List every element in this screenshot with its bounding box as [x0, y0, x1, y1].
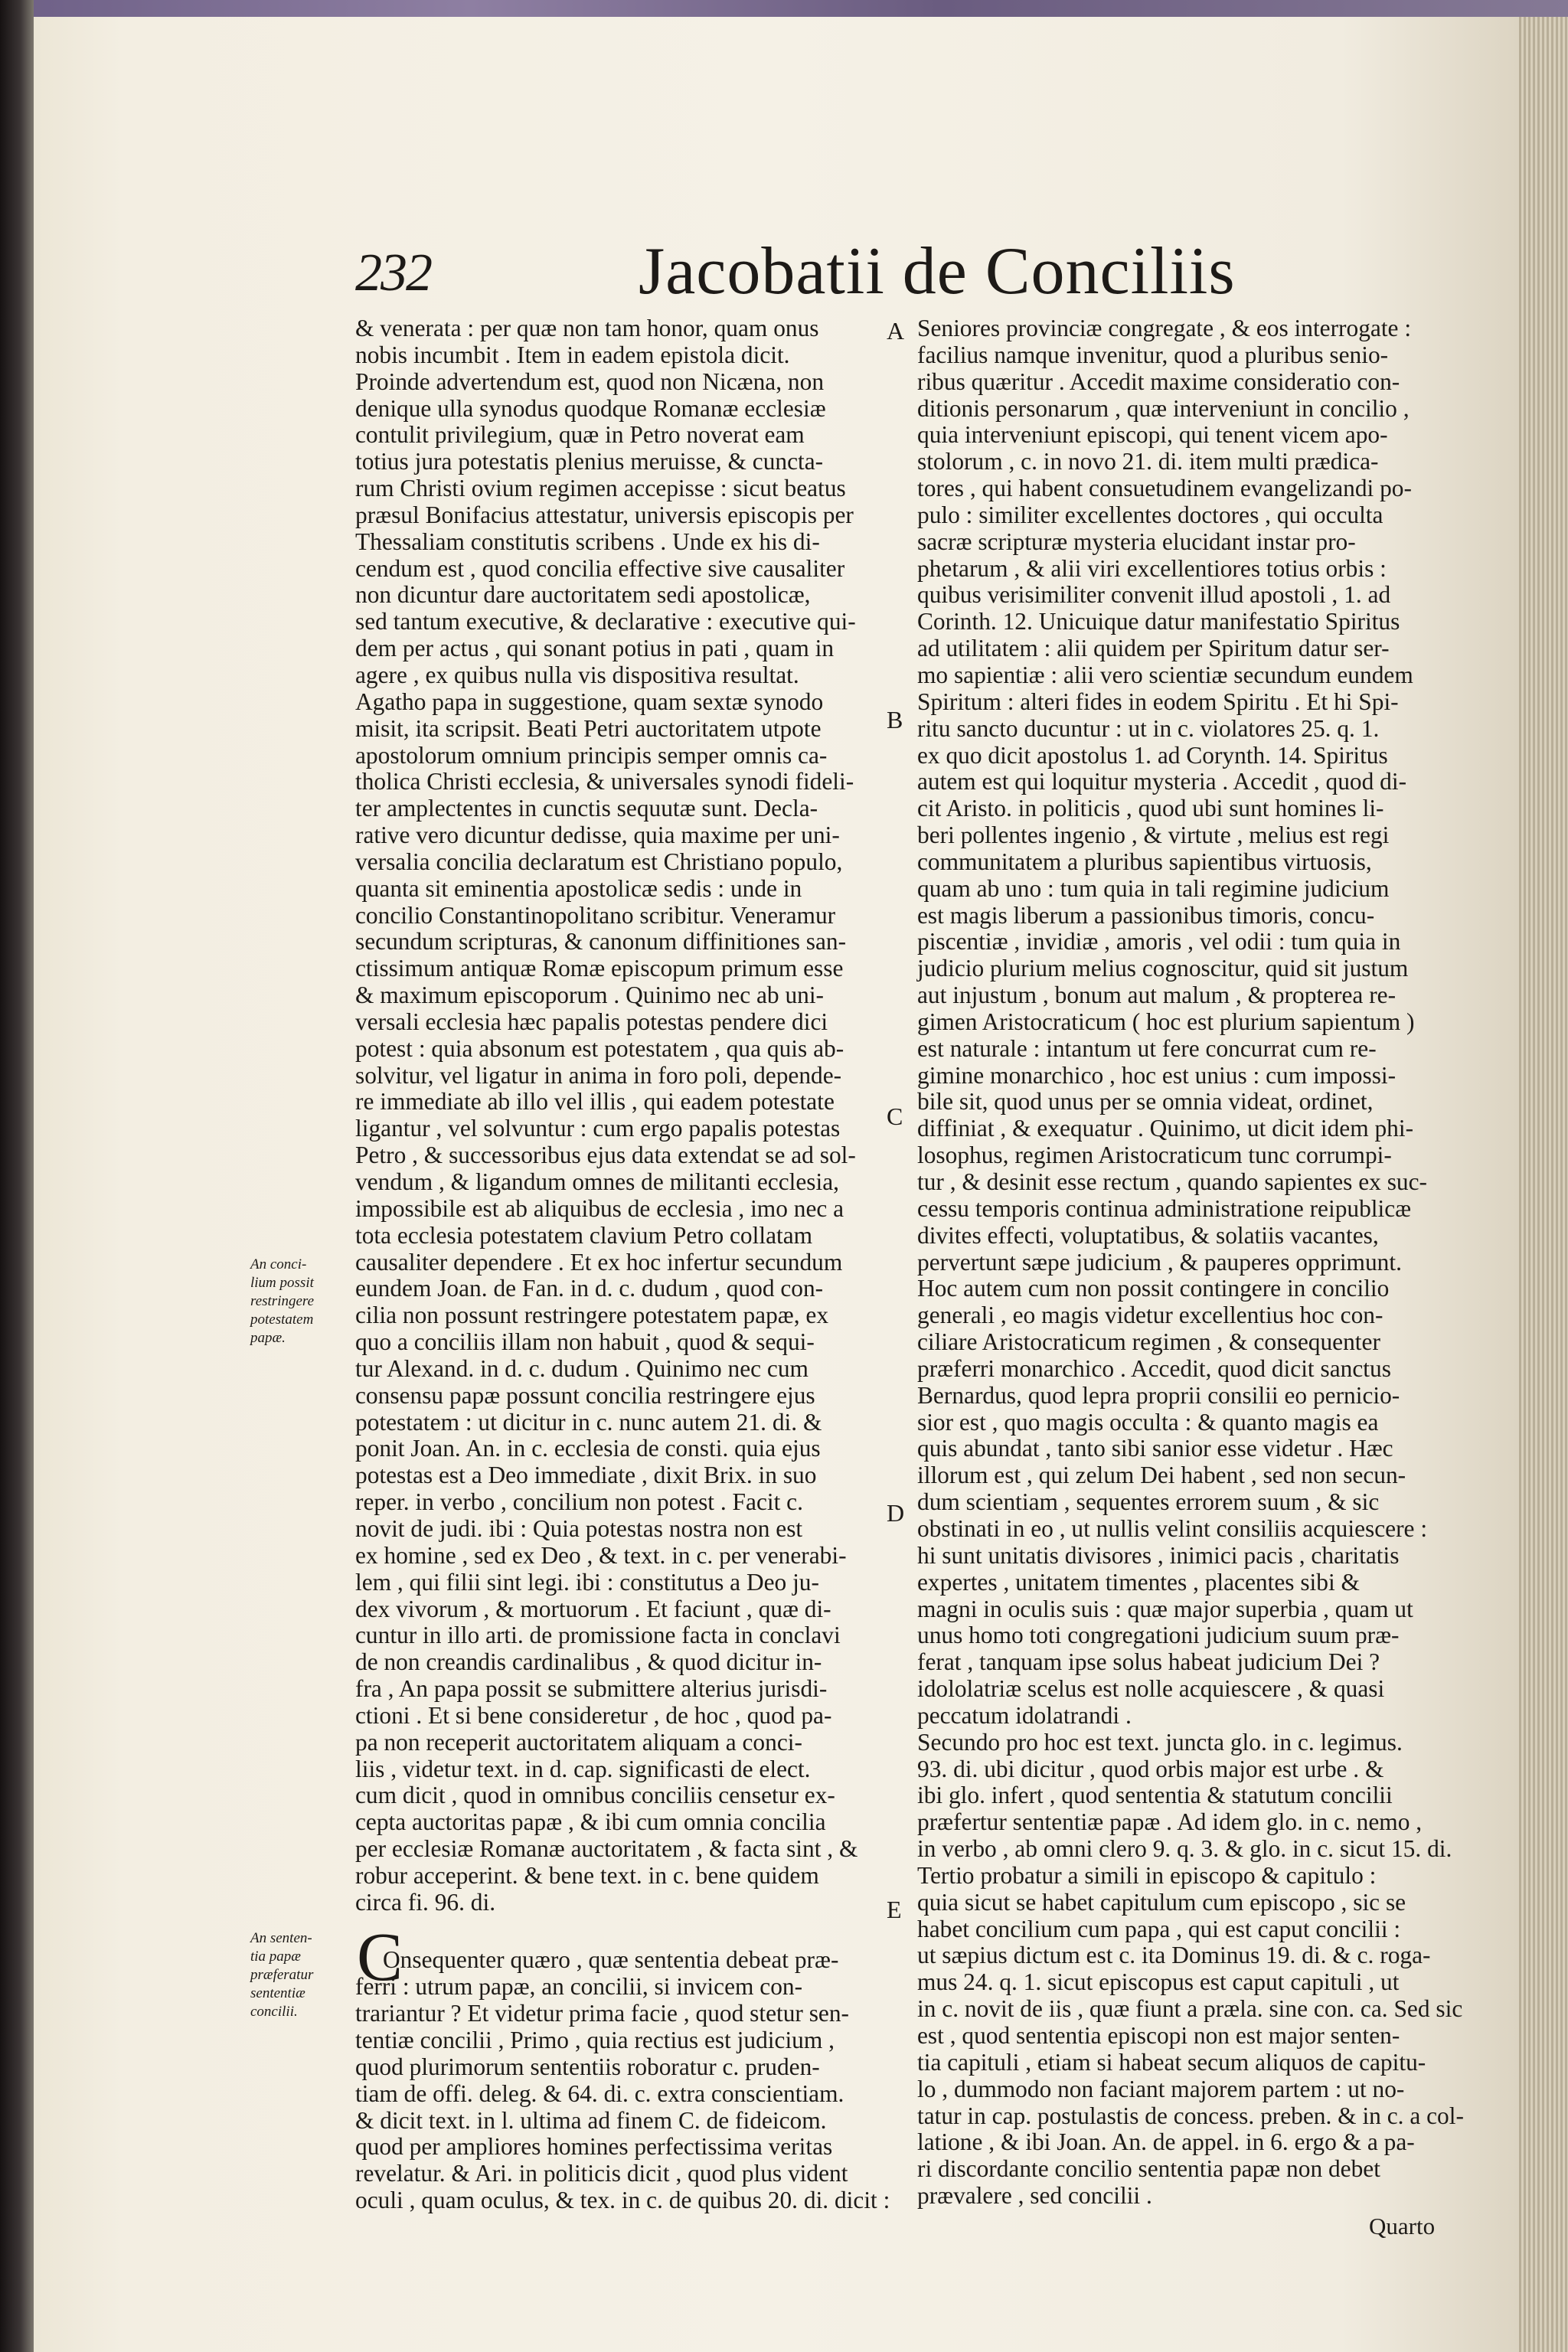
- text-line: præsul Bonifacius attestatur, universis episcopis per: [355, 501, 854, 528]
- text-line: mo sapientiæ : alii vero scientiæ secundum eundem: [917, 661, 1413, 688]
- text-line: expertes , unitatem timentes , placentes sibi &: [917, 1568, 1360, 1596]
- section-letter-e: E: [887, 1896, 902, 1923]
- text-line: ad utilitatem : alii quidem per Spiritum datur ser-: [917, 635, 1390, 662]
- text-line: quibus verisimiliter convenit illud apostoli , 1. ad: [917, 581, 1391, 609]
- text-line: Onsequenter quæro , quæ sententia debeat præ-: [383, 1946, 839, 1974]
- text-line: sed tantum executive, & declarative : executive qui-: [355, 608, 856, 635]
- text-line: rative vero dicuntur dedisse, quia maxime per uni-: [355, 822, 840, 849]
- text-line: dum scientiam , sequentes errorem suum , & sic: [917, 1488, 1380, 1516]
- text-line: re immediate ab illo vel illis , qui eadem potestate: [355, 1088, 835, 1116]
- text-line: cepta auctoritas papæ , & ibi cum omnia concilia: [355, 1808, 826, 1836]
- text-line: quod per ampliores homines perfectissima veritas: [355, 2133, 833, 2161]
- text-line: solvitur, vel ligatur in anima in foro poli, depende-: [355, 1061, 842, 1089]
- text-line: versalia concilia declaratum est Christiano populo,: [355, 848, 843, 875]
- text-line: Bernardus, quod lepra proprii consilii eo pernicio-: [917, 1381, 1400, 1409]
- text-line: ex quo dicit apostolus 1. ad Corynth. 14. Spiritus: [917, 741, 1388, 769]
- text-line: tores , qui habent consuetudinem evangelizandi po-: [917, 475, 1412, 502]
- text-line: aut injustum , bonum aut malum , & propterea re-: [917, 982, 1396, 1009]
- text-line: tentiæ concilii , Primo , quia rectius est judicium ,: [355, 2027, 835, 2053]
- text-line: in verbo , ab omni clero 9. q. 3. & glo. in c. sicut 15. di.: [917, 1835, 1452, 1863]
- text-line: [355, 1916, 905, 1943]
- left-text-column: [355, 315, 905, 2214]
- text-line: quia sicut se habet capitulum cum episcopo , sic se: [917, 1888, 1406, 1916]
- text-line: ex homine , sed ex Deo , & text. in c. per venerabi-: [355, 1541, 847, 1569]
- text-line: lo , dummodo non faciant majorem partem : ut no-: [917, 2075, 1405, 2102]
- text-line: tota ecclesia potestatem clavium Petro collatam: [355, 1221, 813, 1249]
- text-line: unus homo toti congregationi judicium suum præ-: [917, 1622, 1400, 1649]
- text-line: losophus, regimen Aristocraticum tunc corrumpi-: [917, 1142, 1392, 1169]
- text-line: ditionis personarum , quæ interveniunt in concilio ,: [917, 394, 1410, 422]
- text-line: causaliter dependere . Et ex hoc infertur secundum: [355, 1248, 843, 1276]
- text-line: quanta sit eminentia apostolicæ sedis : unde in: [355, 874, 802, 902]
- text-line: cessu temporis continua administratione reipublicæ: [917, 1194, 1412, 1222]
- text-line: ri discordante concilio sententia papæ non debet: [917, 2155, 1380, 2183]
- text-line: per ecclesiæ Romanæ auctoritatem , & facta sint , &: [355, 1835, 858, 1863]
- text-line: ferat , tanquam ipse solus habeat judicium Dei ?: [917, 1648, 1380, 1676]
- text-line: apostolorum omnium principis semper omnis ca-: [355, 741, 828, 769]
- text-line: autem est qui loquitur mysteria . Accedit , quod di-: [917, 768, 1407, 795]
- text-line: beri pollentes ingenio , & virtute , melius est regi: [917, 822, 1390, 849]
- book-spine: [0, 0, 34, 2352]
- text-line: concilio Constantinopolitano scribitur. Veneramur: [355, 901, 836, 929]
- text-line: Hoc autem cum non possit contingere in concilio: [917, 1275, 1390, 1302]
- text-line: cum dicit , quod in omnibus conciliis censetur ex-: [355, 1782, 835, 1809]
- text-line: Thessaliam constitutis scribens . Unde ex his di-: [355, 528, 820, 555]
- text-line: misit, ita scripsit. Beati Petri auctoritatem utpote: [355, 714, 822, 742]
- text-line: circa fi. 96. di.: [355, 1888, 496, 1916]
- section-letter-a: A: [887, 317, 905, 345]
- text-line: diffiniat , & exequatur . Quinimo, ut dicit idem phi-: [917, 1115, 1414, 1142]
- text-line: de non creandis cardinalibus , & quod dicitur in-: [355, 1648, 822, 1676]
- text-line: impossibile est ab aliquibus de ecclesia , imo nec a: [355, 1194, 844, 1222]
- text-line: potest : quia absonum est potestatem , qua quis ab-: [355, 1034, 844, 1062]
- text-line: obstinati in eo , ut nullis velint consiliis acquiescere :: [917, 1514, 1428, 1542]
- text-line: Spiritum : alteri fides in eodem Spiritu . Et hi Spi-: [917, 688, 1399, 715]
- text-line: consensu papæ possunt concilia restringere ejus: [355, 1381, 815, 1409]
- text-line: Seniores provinciæ congregate , & eos interrogate :: [917, 315, 1412, 341]
- text-line: cuntur in illo arti. de promissione facta in conclavi: [355, 1622, 841, 1649]
- text-line: tur Alexand. in d. c. dudum . Quinimo nec cum: [355, 1354, 808, 1382]
- text-line: oculi , quam oculus, & tex. in c. de quibus 20. di. dicit :: [355, 2187, 890, 2214]
- text-line: tatur in cap. postulastis de concess. preben. & in c. a col-: [917, 2102, 1464, 2129]
- catchword: Quarto: [1369, 2213, 1436, 2239]
- margin-note-restrict-power: [250, 1256, 354, 1348]
- text-line: gimine monarchico , hoc est unius : cum impossi-: [917, 1061, 1396, 1089]
- text-line: est magis liberum a passionibus timoris, concu-: [917, 901, 1375, 929]
- text-line: secundum scripturas, & canonum diffinitiones san-: [355, 928, 847, 956]
- text-line: quo a conciliis illam non habuit , quod & sequi-: [355, 1328, 815, 1356]
- text-line: reper. in verbo , concilium non potest . Facit c.: [355, 1488, 803, 1516]
- text-line: ribus quæritur . Accedit maxime consideratio con-: [917, 368, 1400, 395]
- text-line: tholica Christi ecclesia, & universales synodi fideli-: [355, 768, 854, 795]
- text-line: contulit privilegium, quæ in Petro noverat eam: [355, 421, 805, 449]
- text-line: præferri monarchico . Accedit, quod dicit sanctus: [917, 1354, 1391, 1382]
- text-line: latione , & ibi Joan. An. de appel. in 6. ergo & a pa-: [917, 2128, 1415, 2156]
- text-line: est naturale : intantum ut fere concurrat cum re-: [917, 1034, 1377, 1062]
- text-line: peccatum idolatrandi .: [917, 1701, 1132, 1729]
- text-line: sior est , quo magis occulta : & quanto magis ea: [917, 1408, 1379, 1436]
- text-line: 93. di. ubi dicitur , quod orbis major est urbe . &: [917, 1755, 1384, 1782]
- text-line: hi sunt unitatis divisores , inimici pacis , charitatis: [917, 1541, 1400, 1569]
- section-letter-b: B: [887, 706, 903, 733]
- text-line: gimen Aristocraticum ( hoc est plurium sapientum ): [917, 1008, 1415, 1035]
- text-line: & maximum episcoporum . Quinimo nec ab uni-: [355, 982, 825, 1009]
- margin-note-text: An conci- lium possit restringere potestatem papæ.: [250, 1256, 315, 1346]
- text-line: novit de judi. ibi : Quia potestas nostra non est: [355, 1514, 803, 1542]
- text-line: fra , An papa possit se submittere alterius jurisdi-: [355, 1675, 828, 1703]
- right-text-column: [917, 315, 1475, 2210]
- text-line: rum Christi ovium regimen accepisse : sicut beatus: [355, 475, 846, 502]
- text-line: facilius namque invenitur, quod a pluribus senio-: [917, 341, 1389, 368]
- text-line: pa non receperit auctoritatem aliquam a conci-: [355, 1728, 802, 1756]
- text-line: Petro , & successoribus ejus data extendat se ad sol-: [355, 1142, 856, 1169]
- text-line: lem , qui filii sint legi. ibi : constitutus a Deo ju-: [355, 1568, 819, 1596]
- text-line: nobis incumbit . Item in eadem epistola dicit.: [355, 341, 790, 368]
- running-title: Jacobatii de Conciliis: [639, 234, 1236, 309]
- page-header: [34, 17, 1519, 323]
- text-line: cilia non possunt restringere potestatem papæ, ex: [355, 1302, 829, 1329]
- text-line: quod plurimorum sententiis roboratur c. pruden-: [355, 2053, 820, 2080]
- text-line: ritu sancto ducuntur : ut in c. violatores 25. q. 1.: [917, 714, 1380, 742]
- text-line: agere , ex quibus nulla vis dispositiva resultat.: [355, 661, 799, 688]
- text-line: cendum est , quod concilia effective sive causaliter: [355, 554, 845, 582]
- text-line: Secundo pro hoc est text. juncta glo. in c. legimus.: [917, 1728, 1403, 1756]
- text-line: potestatem : ut dicitur in c. nunc autem 21. di. &: [355, 1408, 822, 1436]
- text-line: ctioni . Et si bene consideretur , de hoc , quod pa-: [355, 1701, 832, 1729]
- text-line: idololatriæ scelus est nolle acquiescere , & quasi: [917, 1675, 1385, 1703]
- text-line: ctissimum antiquæ Romæ episcopum primum esse: [355, 955, 844, 982]
- text-line: tur , & desinit esse rectum , quando sapientes ex suc-: [917, 1168, 1428, 1195]
- text-line: communitatem a pluribus sapientibus virtuosis,: [917, 848, 1372, 875]
- text-line: Corinth. 12. Unicuique datur manifestatio Spiritus: [917, 608, 1400, 635]
- page-fore-edge: [1519, 17, 1568, 2352]
- text-line: ter amplectentes in cunctis sequutæ sunt. Decla-: [355, 795, 818, 822]
- text-line: mus 24. q. 1. sicut episcopus est caput capituli , ut: [917, 1968, 1400, 1996]
- text-line: robur acceperint. & bene text. in c. bene quidem: [355, 1861, 819, 1889]
- text-line: magni in oculis suis : quæ major superbia , quam ut: [917, 1595, 1413, 1622]
- text-line: generali , eo magis videtur excellentius hoc con-: [917, 1302, 1383, 1329]
- text-line: versali ecclesia hæc papalis potestas pendere dici: [355, 1008, 828, 1035]
- text-line: cit Aristo. in politicis , quod ubi sunt homines li-: [917, 795, 1384, 822]
- margin-note-text: An senten- tia papæ præferatur sententiæ concilii.: [250, 1930, 314, 2020]
- text-line: denique ulla synodus quodque Romanæ ecclesiæ: [355, 394, 826, 422]
- text-line: divites effecti, voluptatibus, & solatiis vacantes,: [917, 1221, 1379, 1249]
- text-line: pervertunt sæpe judicium , & pauperes opprimunt.: [917, 1248, 1402, 1276]
- text-line: quis abundat , tanto sibi sanior esse videtur . Hæc: [917, 1435, 1393, 1462]
- book-page: [34, 17, 1519, 2352]
- text-line: quia interveniunt episcopi, qui tenent vicem apo-: [917, 421, 1388, 449]
- text-line: quam ab uno : tum quia in tali regimine judicium: [917, 874, 1390, 902]
- text-line: phetarum , & alii viri excellentiores totius orbis :: [917, 554, 1387, 582]
- text-line: & dicit text. in l. ultima ad finem C. de fideicom.: [355, 2106, 827, 2134]
- text-line: piscentiæ , invidiæ , amoris , vel odii : tum quia in: [917, 928, 1401, 956]
- text-line: sacræ scripturæ mysteria elucidant instar pro-: [917, 528, 1356, 555]
- text-line: tia capituli , etiam si habeat secum aliquos de capitu-: [917, 2048, 1426, 2076]
- text-line: judicio plurium melius cognoscitur, quid sit justum: [917, 955, 1409, 982]
- text-line: ibi glo. infert , quod sententia & statutum concilii: [917, 1782, 1393, 1809]
- text-line: totius jura potestatis plenius meruisse, & cuncta-: [355, 448, 824, 475]
- text-line: bile sit, quod unus per se omnia videat, ordinet,: [917, 1088, 1374, 1116]
- text-line: potestas est a Deo immediate , dixit Brix. in suo: [355, 1462, 817, 1489]
- text-line: in c. novit de iis , quæ fiunt a præla. sine con. ca. Sed sic: [917, 1995, 1463, 2023]
- text-line: dex vivorum , & mortuorum . Et faciunt , quæ di-: [355, 1595, 831, 1622]
- text-line: ligantur , vel solvuntur : cum ergo papalis potestas: [355, 1115, 841, 1142]
- text-line: Agatho papa in suggestione, quam sextæ synodo: [355, 688, 824, 715]
- section-letter-d: D: [887, 1499, 905, 1527]
- text-line: est , quod sententia episcopi non est major senten-: [917, 2022, 1400, 2049]
- text-line: ciliare Aristocraticum regimen , & consequenter: [917, 1328, 1380, 1356]
- text-line: vendum , & ligandum omnes de militanti ecclesia,: [355, 1168, 840, 1195]
- text-line: & venerata : per quæ non tam honor, quam onus: [355, 315, 819, 341]
- text-line: revelatur. & Ari. in politicis dicit , quod plus vident: [355, 2160, 848, 2187]
- text-line: pulo : similiter excellentes doctores , qui occulta: [917, 501, 1383, 528]
- text-line: eundem Joan. de Fan. in d. c. dudum , quod con-: [355, 1275, 824, 1302]
- text-line: stolorum , c. in novo 21. di. item multi prædica-: [917, 448, 1379, 475]
- text-line: Tertio probatur a simili in episcopo & capitulo :: [917, 1861, 1377, 1889]
- text-line: tiam de offi. deleg. & 64. di. c. extra conscientiam.: [355, 2079, 844, 2107]
- text-line: ponit Joan. An. in c. ecclesia de consti. quia ejus: [355, 1435, 821, 1462]
- text-line: Proinde advertendum est, quod non Nicæna, non: [355, 368, 825, 395]
- text-line: non dicuntur dare auctoritatem sedi apostolicæ,: [355, 581, 811, 609]
- text-line: illorum est , qui zelum Dei habent , sed non secun-: [917, 1462, 1406, 1489]
- text-line: prævalere , sed concilii .: [917, 2182, 1152, 2210]
- drop-cap: C: [357, 1919, 403, 1995]
- text-line: habet concilium cum papa , qui est caput concilii :: [917, 1915, 1401, 1942]
- text-line: dem per actus , qui sonant potius in pati , quam in: [355, 635, 835, 662]
- section-letter-c: C: [887, 1102, 903, 1130]
- text-line: præfertur sententiæ papæ . Ad idem glo. in c. nemo ,: [917, 1808, 1423, 1836]
- margin-note-sentence-preference: [250, 1929, 354, 2021]
- page-number: 232: [355, 243, 431, 302]
- text-line: trariantur ? Et videtur prima facie , quod stetur sen-: [355, 2000, 850, 2027]
- text-line: ut sæpius dictum est c. ita Dominus 19. di. & c. roga-: [917, 1942, 1431, 1969]
- text-line: ferri : utrum papæ, an concilii, si invicem con-: [355, 1973, 803, 2001]
- text-line: liis , videtur text. in d. cap. significasti de elect.: [355, 1755, 811, 1782]
